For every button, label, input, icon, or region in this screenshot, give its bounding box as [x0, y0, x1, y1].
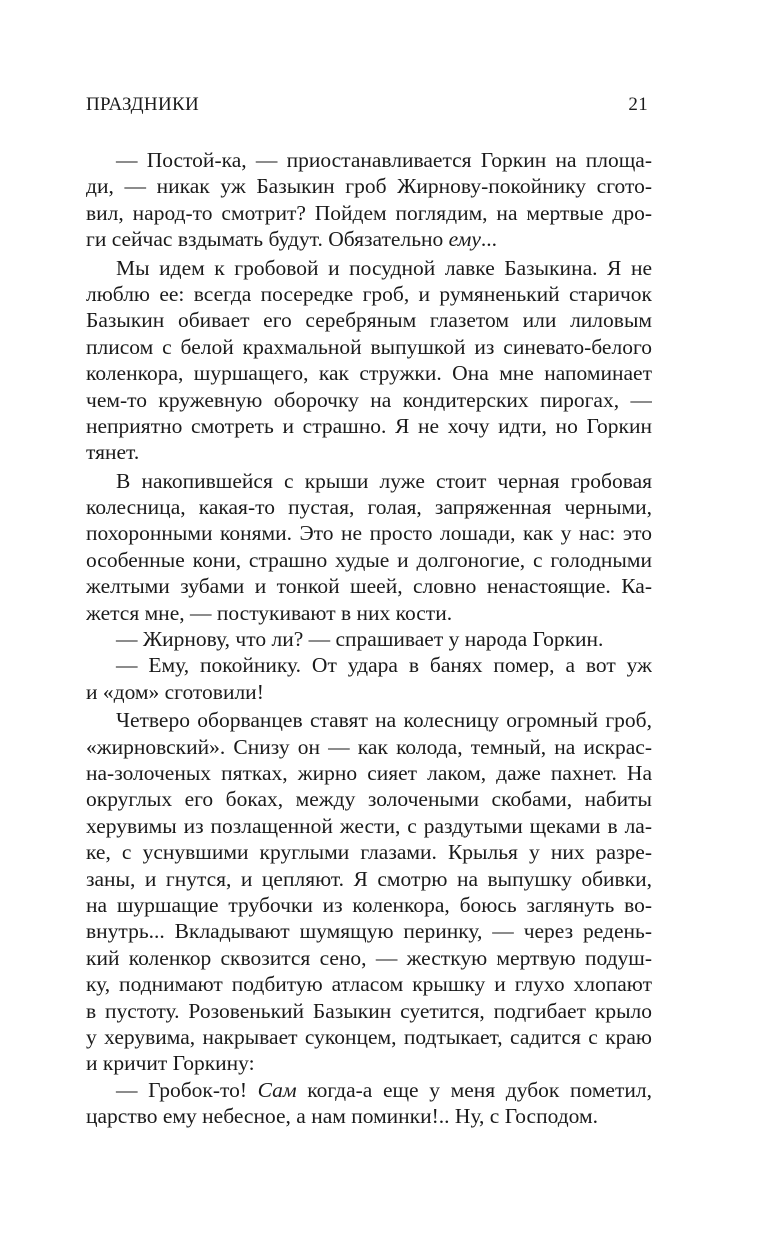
text-line: В накопившейся с крыши луже стоит черная гробовая [116, 468, 652, 493]
text-line: жется мне, — постукивают в них кости. [86, 600, 453, 625]
text-line: ке, с уснувшими круглыми глазами. Крылья у них разре- [86, 840, 652, 865]
text-line: внутрь... Вкладывают шумящую перинку, — через редень- [86, 919, 652, 944]
text-line: — Жирнову, что ли? — спрашивает у народа Горкин. [116, 627, 604, 652]
text-line: особенные кони, страшно худые и долгоногие, с голодными [86, 547, 652, 572]
text-line: — Гробок-то! Сам когда-а еще у меня дубок пометил, [116, 1077, 652, 1102]
page-number: 21 [628, 94, 648, 115]
paragraph [86, 652, 652, 705]
text-line: люблю ее: всегда посередке гроб, и румяненький старичок [86, 281, 652, 306]
text-line: и «дом» сготовили! [86, 679, 264, 704]
text-line: «жирновский». Снизу он — как колода, темный, на искрас- [86, 734, 652, 759]
text-line: желтыми зубами и тонкой шеей, словно ненастоящие. Ка- [86, 574, 652, 599]
text-line: ку, поднимают подбитую атласом крышку и глухо хлопают [86, 972, 652, 997]
text-line: у херувима, накрывает суконцем, подтыкает, садится с краю [86, 1024, 652, 1049]
text-line: ди, — никак уж Базыкин гроб Жирнову-покойнику сгото- [86, 174, 652, 199]
text-line: и кричит Горкину: [86, 1051, 255, 1076]
text-line: на шуршащие трубочки из коленкора, боюсь заглянуть во- [86, 892, 652, 917]
text-line: чем-то кружевную оборочку на кондитерских пирогах, — [86, 387, 652, 412]
text-line: колесница, какая-то пустая, голая, запряженная черными, [86, 495, 652, 520]
paragraph [86, 468, 652, 626]
text-line: — Ему, покойнику. От удара в банях помер, а вот уж [116, 653, 652, 678]
paragraph [86, 147, 652, 253]
running-header [86, 94, 648, 122]
paragraph [86, 1077, 652, 1130]
text-line: Мы идем к гробовой и посудной лавке Базыкина. Я не [116, 255, 652, 280]
text-line: тянет. [86, 440, 140, 465]
text-line: вил, народ-то смотрит? Пойдем поглядим, на мертвые дро- [86, 200, 652, 225]
text-line: царство ему небесное, а нам поминки!.. Ну, с Господом. [86, 1104, 598, 1129]
text-line: в пустоту. Розовенький Базыкин суетится, подгибает крыло [86, 998, 652, 1023]
paragraph [86, 707, 652, 1076]
paragraph [86, 626, 652, 652]
section-title: ПРАЗДНИКИ [86, 94, 199, 115]
text-line: заны, и гнутся, и цепляют. Я смотрю на выпушку обивки, [86, 866, 652, 891]
text-line: — Постой-ка, — приостанавливается Горкин на площа- [116, 148, 652, 172]
text-line: плисом с белой крахмальной выпушкой из синевато-белого [86, 334, 652, 359]
text-line: коленкора, шуршащего, как стружки. Она мне напоминает [86, 361, 652, 386]
text-line: округлых его боках, между золочеными скобами, набиты [86, 787, 652, 812]
paragraph [86, 255, 652, 466]
text-line: ги сейчас вздымать будут. Обязательно ему... [86, 227, 498, 252]
text-line: похоронными конями. Это не просто лошади, как у нас: это [86, 521, 652, 546]
text-line: херувимы из позлащенной жести, с раздутыми щеками в ла- [86, 813, 652, 838]
text-line: Базыкин обивает его серебряным глазетом или лиловым [86, 308, 652, 333]
text-line: Четверо оборванцев ставят на колесницу огромный гроб, [116, 708, 652, 733]
text-line: на-золоченых пятках, жирно сияет лаком, даже пахнет. На [86, 760, 652, 785]
body-text [86, 147, 652, 1129]
text-line: неприятно смотреть и страшно. Я не хочу идти, но Горкин [86, 413, 652, 438]
text-line: кий коленкор сквозится сено, — жесткую мертвую подуш- [86, 945, 652, 970]
